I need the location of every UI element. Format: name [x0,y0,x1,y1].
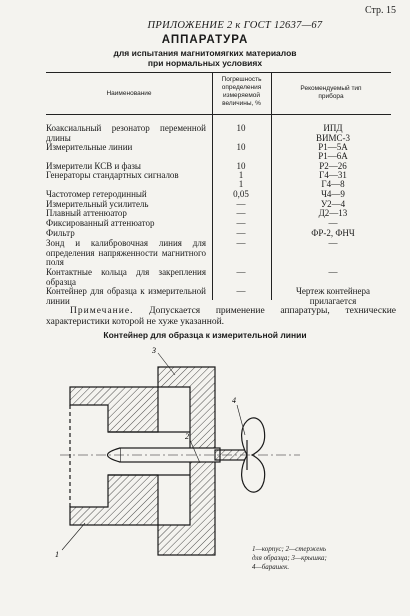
cell-name: Контактные кольца для закрепления образца [46,267,206,287]
cell-name: Зонд и калибровочная линия для определения напряженности магнитного поля [46,238,206,267]
housing-upper [70,387,158,432]
header-error [212,76,271,108]
cell-type: Р1—5А [318,142,348,152]
housing-lower [70,475,158,525]
cell-name: Контейнер для образца к измерительной линии [46,286,206,306]
cell-name: Коаксиальный резонатор переменной длины [46,123,206,143]
cell-error: 10 [236,142,246,152]
cell-error: — [236,267,246,277]
appendix-heading: ПРИЛОЖЕНИЕ 2 к ГОСТ 12637—67 [147,20,323,31]
cell-type: ИПД [323,123,343,133]
cell-type: Д2—13 [318,208,348,218]
cell-type: Г4—31 [319,170,347,180]
label-4: 4 [232,396,236,405]
table-top-rule [46,72,391,73]
header-type-2: прибора [318,93,344,100]
label-1: 1 [55,550,59,559]
subtitle-line-1: для испытания магнитомягких материалов [113,48,297,58]
page-subtitle [0,48,410,68]
figure-legend [252,545,372,572]
page-title: АППАРАТУРА [161,34,249,46]
cell-type: — [328,238,338,248]
cell-error: — [236,199,246,209]
cell-error: 10 [236,123,246,133]
label-2: 2 [185,432,189,441]
cell-type: У2—4 [320,199,346,209]
cell-error: — [236,286,246,296]
cell-name: Измерительный усилитель [46,199,149,209]
cell-error: — [236,228,246,238]
label-3: 3 [152,346,156,355]
cell-name: Фильтр [46,228,75,238]
note-text: Допускается применение аппаратуры, технические характеристики которой не хуже указанной. [46,306,396,327]
cell-name: Частотомер гетеродинный [46,189,147,199]
note-label: Примечание. [70,306,134,316]
header-error-4: величины, % [222,100,261,107]
header-name: Наименование [106,90,152,97]
cell-type: Р2—26 [319,161,347,171]
header-error-3: измеряемой [222,92,261,99]
cell-type: ВИМС-3 [315,133,350,143]
header-type [271,85,391,101]
note [46,306,396,328]
leader-1 [62,523,85,550]
legend-line-2: для образца; 3—крышка; [252,554,327,562]
cell-error: — [236,218,246,228]
cell-type: — [328,267,338,277]
cell-type: Ч4—9 [321,189,345,199]
cell-type: Чертеж контейнера прилагается [296,286,370,306]
cell-error: 0,05 [233,189,249,199]
cell-error: — [236,238,246,248]
header-error-2: определения [221,84,262,91]
cell-error: 10 [236,161,246,171]
cell-type: Р1—6А [318,151,348,161]
page-number: Стр. 15 [364,5,396,16]
cell-name: Фиксированный аттенюатор [46,218,155,228]
cell-name: Плавный аттенюатор [46,208,127,218]
cell-name: Измерительные линии [46,142,133,152]
header-type-1: Рекомендуемый тип [300,85,362,92]
cell-type: — [328,218,338,228]
subtitle-line-2: при нормальных условиях [147,58,263,68]
cell-name: Генераторы стандартных сигналов [46,170,179,180]
cell-error: 1 [238,179,244,189]
cell-error: — [236,208,246,218]
figure-title: Контейнер для образца к измерительной линии [103,330,307,340]
legend-line-3: 4—барашек. [252,563,290,571]
cell-error: 1 [238,170,244,180]
table-col-divider-2 [271,72,272,300]
cell-type: ФР-2, ФНЧ [311,228,355,238]
container-drawing [40,345,340,575]
cell-type: Г4—8 [321,179,345,189]
cell-name: Измерители КСВ и фазы [46,161,141,171]
table-header-rule [46,114,391,115]
leader-4 [237,405,245,435]
legend-line-1: 1—корпус; 2—стержень [252,545,327,553]
header-error-1: Погрешность [221,76,262,83]
